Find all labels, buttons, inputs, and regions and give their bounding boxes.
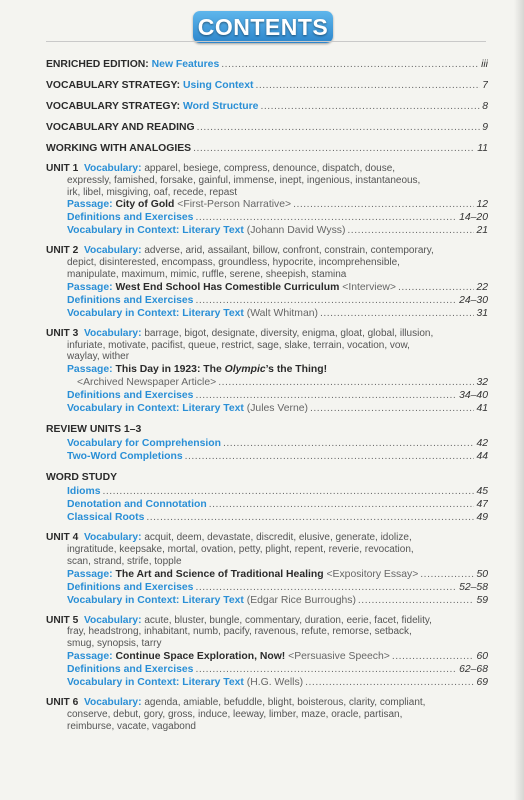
toc-entry-analogies[interactable] [46,142,488,155]
passage-label: Passage: [67,281,113,293]
unit-2 [46,245,488,319]
page-number: 42 [476,438,488,450]
leader-dots [195,294,457,307]
unit-label: UNIT 4 [46,532,79,544]
section-heading: WORD STUDY [46,472,117,484]
passage-entry[interactable] [46,650,488,663]
entry-label: Idioms [67,486,101,498]
leader-dots [103,485,475,498]
toc-entry-vocab-reading[interactable] [46,121,488,134]
passage-title: Continue Space Exploration, Now! [115,650,286,662]
word-list-line: infuriate, motivate, pacifist, queue, restrict, sage, slake, terrain, vocation, vow, [67,339,410,351]
page-number: 8 [482,101,488,112]
unit-label: UNIT 1 [46,163,79,174]
literary-text-label: Vocabulary in Context: Literary Text [67,403,244,415]
entry-heading: VOCABULARY STRATEGY: [46,80,181,91]
literary-text-label: Vocabulary in Context: Literary Text [67,594,244,606]
vocabulary-label: Vocabulary: [83,163,142,174]
page-number: 7 [482,80,488,91]
word-list-line: manipulate, maximum, mimic, ruffle, serene, sheepish, stamina [67,268,347,280]
page-number: iii [481,59,488,70]
leader-dots [195,581,457,594]
passage-title: City of Gold [115,199,175,211]
definitions-label: Definitions and Exercises [67,212,194,224]
definitions-entry[interactable] [46,294,488,307]
entry-heading: WORKING WITH ANALOGIES [46,143,192,154]
page-number: 62–68 [459,663,488,675]
leader-dots [218,376,474,389]
toc-entry-word-structure[interactable] [46,100,488,113]
author: (Edgar Rice Burroughs) [246,594,356,606]
author: (Johann David Wyss) [246,225,346,237]
page-number: 12 [476,199,488,211]
entry-label: Classical Roots [67,512,145,524]
entry-subtitle: Using Context [183,80,254,91]
definitions-entry[interactable] [46,389,488,402]
page-title: CONTENTS [197,13,329,40]
passage-label: Passage: [67,364,113,376]
leader-dots [195,389,457,402]
literary-text-label: Vocabulary in Context: Literary Text [67,307,244,319]
passage-entry[interactable] [46,281,488,294]
word-list-line: fray, headstrong, inhabitant, numb, pacify, ravenous, refute, remorse, setback, [67,626,412,638]
vocabulary-label: Vocabulary: [83,696,142,708]
word-list-line: waylay, wither [67,351,130,363]
unit-6 [46,697,488,732]
unit-1 [46,163,488,237]
page-number: 60 [476,650,488,662]
entry-label: Vocabulary for Comprehension [67,438,221,450]
vocabulary-label: Vocabulary: [83,245,142,257]
leader-dots [223,437,474,450]
unit-label: UNIT 6 [46,696,79,708]
word-study-entry[interactable] [46,485,488,498]
entry-heading: ENRICHED EDITION: [46,59,149,70]
literary-text-entry[interactable] [46,307,488,320]
passage-entry[interactable] [46,198,488,211]
page-number: 69 [476,676,488,688]
author: (H.G. Wells) [246,676,304,688]
definitions-entry[interactable] [46,663,488,676]
page-number: 32 [476,377,488,389]
page-number: 41 [476,403,488,415]
literary-text-entry[interactable] [46,676,488,689]
literary-text-label: Vocabulary in Context: Literary Text [67,676,244,688]
passage-genre: <Archived Newspaper Article> [77,377,217,389]
page-number: 31 [476,307,488,319]
passage-genre: <Interview> [342,281,396,293]
page-number: 49 [476,512,488,524]
page-number: 22 [476,281,488,293]
leader-dots [195,663,457,676]
page-number: 9 [482,122,488,133]
page-number: 59 [476,594,488,606]
leader-dots [347,224,474,237]
unit-3 [46,328,488,415]
entry-subtitle: New Features [151,59,220,70]
review-section [46,423,488,463]
passage-genre: <Expository Essay> [326,568,419,580]
word-list-line: scan, strand, strife, topple [67,555,182,567]
page-number: 34–40 [459,390,488,402]
definitions-label: Definitions and Exercises [67,663,194,675]
leader-dots [358,594,475,607]
toc-entry-enriched[interactable] [46,58,488,71]
leader-dots [398,281,474,294]
page-number: 24–30 [459,294,488,306]
passage-label: Passage: [67,568,113,580]
page-edge-shadow [514,0,524,800]
definitions-entry[interactable] [46,211,488,224]
word-list-line: depict, disinterested, encompass, groundless, hypocrite, incomprehensible, [67,257,400,269]
page-number: 52–58 [459,581,488,593]
word-list-line: expressly, famished, forsake, gainful, immense, inept, ingenious, instantaneous, [67,174,421,186]
leader-dots [310,402,474,415]
vocabulary-label: Vocabulary: [83,327,142,339]
author: (Walt Whitman) [246,307,318,319]
leader-dots [293,198,474,211]
passage-label: Passage: [67,650,113,662]
unit-label: UNIT 5 [46,614,79,626]
leader-dots [305,676,474,689]
author: (Jules Verne) [246,403,308,415]
word-list-line: irk, libel, misgiving, oaf, recede, repast [67,186,238,198]
contents-banner [193,11,333,43]
review-entry[interactable] [46,450,488,463]
leader-dots [209,498,475,511]
entry-heading: VOCABULARY AND READING [46,122,195,133]
word-list-line: ingratitude, keepsake, mortal, ovation, petty, plight, repent, reverie, revocation, [67,543,414,555]
entry-heading: VOCABULARY STRATEGY: [46,101,181,112]
divider [46,41,486,42]
passage-label: Passage: [67,199,113,211]
passage-title: West End School Has Comestible Curriculum [115,281,340,293]
page-number: 14–20 [459,212,488,224]
passage-genre: <Persuasive Speech> [288,650,390,662]
page-number: 21 [476,225,488,237]
leader-dots [255,79,480,92]
definitions-entry[interactable] [46,581,488,594]
passage-title: This Day in 1923: The Olympic’s the Thing! [115,364,328,376]
page-number: 50 [476,568,488,580]
definitions-label: Definitions and Exercises [67,294,194,306]
passage-entry-cont[interactable] [46,376,488,389]
word-study-entry[interactable] [46,511,488,524]
entry-subtitle: Word Structure [183,101,259,112]
section-heading: REVIEW UNITS 1–3 [46,424,142,436]
vocabulary-label: Vocabulary: [83,614,142,626]
page-number: 47 [476,499,488,511]
passage-entry[interactable] [46,568,488,581]
word-list: acquit, deem, devastate, discredit, elusive, generate, idolize, [144,532,412,544]
passage-title: The Art and Science of Traditional Healing [115,568,324,580]
entry-label: Two-Word Completions [67,451,183,463]
word-list-line: conserve, debut, gory, gross, induce, leeway, limber, maze, oracle, partisan, [67,708,403,720]
leader-dots [221,58,479,71]
unit-5 [46,615,488,689]
leader-dots [146,511,474,524]
leader-dots [185,450,475,463]
word-list: acute, bluster, bungle, commentary, duration, eerie, facet, fidelity, [144,614,432,626]
unit-label: UNIT 3 [46,327,79,339]
leader-dots [197,121,481,134]
unit-label: UNIT 2 [46,245,79,257]
toc [46,58,488,740]
word-list: apparel, besiege, compress, denounce, dispatch, douse, [144,163,396,174]
leader-dots [260,100,480,113]
toc-entry-using-context[interactable] [46,79,488,92]
leader-dots [420,568,474,581]
unit-4 [46,532,488,606]
page-number: 45 [476,486,488,498]
definitions-label: Definitions and Exercises [67,390,194,402]
page-number: 11 [477,143,488,154]
literary-text-entry[interactable] [46,402,488,415]
leader-dots [392,650,475,663]
definitions-label: Definitions and Exercises [67,581,194,593]
leader-dots [193,142,475,155]
word-list: barrage, bigot, designate, diversity, enigma, gloat, global, illusion, [144,327,434,339]
passage-entry[interactable] [46,363,488,376]
word-list-line: reimburse, vacate, vagabond [67,720,196,732]
literary-text-label: Vocabulary in Context: Literary Text [67,225,244,237]
literary-text-entry[interactable] [46,224,488,237]
page-number: 44 [476,451,488,463]
passage-genre: <First-Person Narrative> [177,199,292,211]
leader-dots [320,307,474,320]
word-list-line: smug, synopsis, tarry [67,638,162,650]
word-list: agenda, amiable, befuddle, blight, boisterous, clarity, compliant, [144,696,426,708]
word-study-entry[interactable] [46,498,488,511]
entry-label: Denotation and Connotation [67,499,207,511]
word-study-section [46,471,488,524]
leader-dots [195,211,457,224]
word-list: adverse, arid, assailant, billow, confront, constrain, contemporary, [144,245,434,257]
review-entry[interactable] [46,437,488,450]
literary-text-entry[interactable] [46,594,488,607]
vocabulary-label: Vocabulary: [83,532,142,544]
